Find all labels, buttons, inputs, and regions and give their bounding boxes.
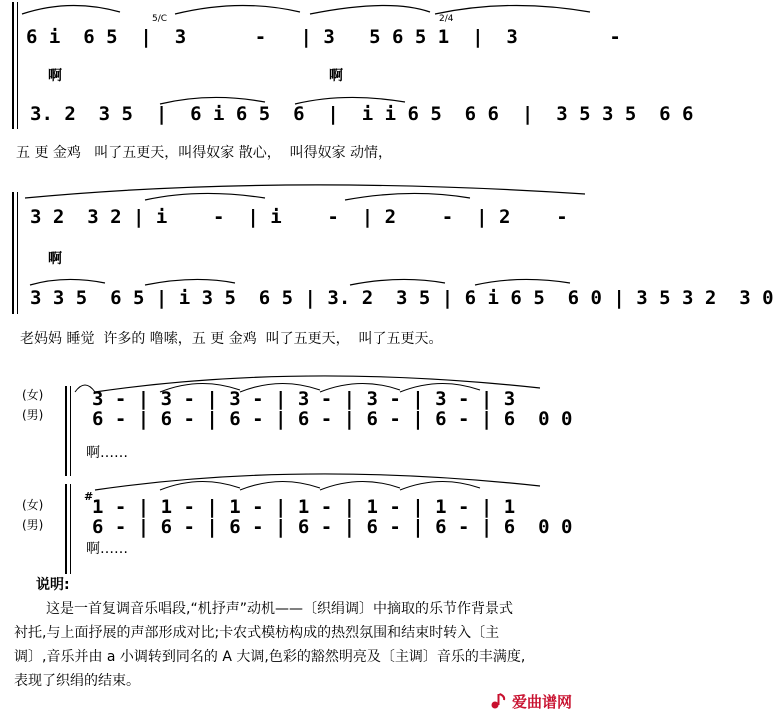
explanation-heading: 说明: — [36, 577, 70, 593]
system3-male-label: (男) — [22, 408, 44, 422]
explanation-line-4: 表现了织绢的结束。 — [14, 673, 140, 689]
music-note-logo-icon — [490, 692, 508, 710]
system1-key-signature: 5/C — [152, 14, 168, 24]
system1-top-notes: 6 i 6 5 | 3 - | 3 5 6 5 1 | 3 - — [26, 26, 621, 48]
system4-ah: 啊…… — [86, 541, 128, 557]
system3-upper-notes: 3 - | 3 - | 3 - | 3 - | 3 - | 3 - | 3 — [92, 388, 516, 410]
system4-lower-notes: 6 - | 6 - | 6 - | 6 - | 6 - | 6 - | 6 0 0 — [92, 516, 573, 538]
system1-bottom-notes: 3. 2 3 5 | 6 i 6 5 6 | i i 6 5 6 6 | 3 5 3 5 6 6 — [30, 103, 694, 125]
system4-sharp-sign: # — [84, 490, 94, 503]
explanation-line-1: 这是一首复调音乐唱段,“机抒声”动机——〔织绢调〕中摘取的乐节作背景式 — [46, 601, 513, 617]
system1-ah-right: 啊 — [329, 68, 343, 84]
system4-male-label: (男) — [22, 518, 44, 532]
system3-ah: 啊…… — [86, 445, 128, 461]
system2-brace-line — [12, 192, 14, 314]
system1-lyrics: 五 更 金鸡 叫了五更天，叫得奴家 散心， 叫得奴家 动情， — [16, 145, 393, 161]
explanation-line-2: 衬托,与上面抒展的声部形成对比;卡农式模枋构成的热烈氛围和结束时转入〔主 — [14, 625, 500, 641]
system4-female-label: (女) — [22, 498, 44, 512]
system1-ah-left: 啊 — [48, 68, 62, 84]
system2-bottom-notes: 3 3 5 6 5 | i 3 5 6 5 | 3. 2 3 5 | 6 i 6 5 6 0 | 3 5 3 2 3 0 — [30, 287, 774, 309]
system2-lyrics: 老妈妈 睡觉 许多的 噜嗦，五 更 金鸡 叫了五更天， 叫了五更天。 — [20, 331, 443, 347]
system3-female-label: (女) — [22, 388, 44, 402]
system3-lower-notes: 6 - | 6 - | 6 - | 6 - | 6 - | 6 - | 6 0 0 — [92, 408, 573, 430]
explanation-line-3: 调〕,音乐并由 a 小调转到同名的 A 大调,色彩的豁然明亮及〔主调〕音乐的丰满度, — [14, 649, 526, 665]
system2-ah: 啊 — [48, 251, 62, 267]
system2-inner-line — [17, 192, 18, 314]
watermark-text: 爱曲谱网 — [512, 692, 573, 711]
system1-time-signature: 2/4 — [439, 14, 454, 24]
system2-top-notes: 3 2 3 2 | i - | i - | 2 - | 2 - — [30, 206, 568, 228]
system4-upper-notes: 1 - | 1 - | 1 - | 1 - | 1 - | 1 - | 1 — [92, 496, 516, 518]
watermark — [490, 688, 598, 714]
